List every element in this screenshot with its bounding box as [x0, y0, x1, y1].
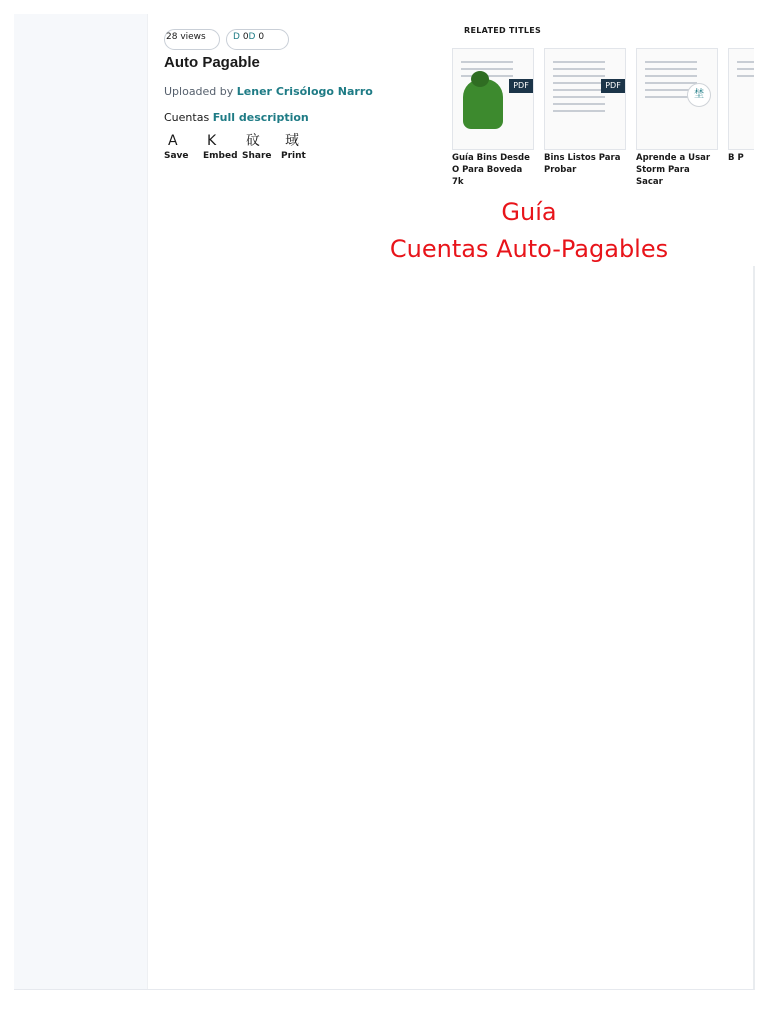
related-thumbnail[interactable] [452, 48, 534, 150]
category-text: Cuentas [164, 111, 210, 124]
related-titles-section [452, 26, 754, 186]
embed-button[interactable] [203, 132, 242, 161]
uploader-line [164, 85, 434, 98]
print-icon: 琙 [285, 133, 299, 149]
related-card-title[interactable]: Guía Bins Desde O Para Boveda 7k [452, 153, 530, 186]
related-card-title[interactable]: Bins Listos Para Probar [544, 153, 621, 175]
hulk-head-image [471, 71, 489, 87]
full-description-link[interactable]: Full description [212, 111, 309, 124]
pdf-badge: PDF [601, 79, 625, 93]
related-card-title[interactable]: Aprende a Usar Storm Para Sacar [636, 153, 711, 186]
uploaded-by-label: Uploaded by [164, 85, 234, 98]
document-stats [164, 24, 434, 50]
author-link[interactable]: Lener Crisólogo Narro [236, 85, 373, 98]
related-card[interactable] [728, 48, 754, 186]
related-card[interactable] [452, 48, 534, 186]
related-card-title[interactable]: B P [728, 153, 744, 163]
embed-icon: K [207, 133, 217, 149]
document-actions [164, 132, 434, 161]
save-icon: A [168, 133, 178, 149]
thumbnail-text-lines [553, 61, 605, 117]
save-button[interactable] [164, 132, 203, 161]
divider [14, 989, 754, 990]
share-button[interactable] [242, 132, 281, 161]
thumbs-up-count: 0 [242, 32, 249, 42]
left-sidebar [14, 14, 148, 990]
rating-pill[interactable] [226, 29, 289, 50]
description-line [164, 111, 434, 124]
print-label: Print [281, 151, 306, 161]
thumbs-up-icon[interactable]: D [233, 32, 240, 42]
preview-icon: 埜 [687, 83, 711, 107]
document-info-panel [164, 24, 434, 161]
thumbnail-text-lines [737, 61, 754, 82]
document-page-viewer[interactable] [164, 188, 754, 988]
page-scrollbar[interactable] [753, 266, 755, 990]
related-thumbnail[interactable] [728, 48, 754, 150]
related-card[interactable] [544, 48, 626, 186]
related-thumbnail[interactable] [544, 48, 626, 150]
related-titles-heading: RELATED TITLES [464, 26, 542, 35]
document-title: Auto Pagable [164, 54, 260, 71]
pdf-badge: PDF [509, 79, 533, 93]
page-heading [164, 194, 768, 268]
page-heading-line1: Guía [501, 198, 557, 226]
share-icon: 砇 [246, 133, 260, 149]
related-card[interactable] [636, 48, 718, 186]
print-button[interactable] [281, 132, 320, 161]
thumbs-down-icon[interactable]: D [248, 32, 256, 42]
share-label: Share [242, 151, 272, 161]
page-heading-line2: Cuentas Auto-Pagables [389, 235, 669, 263]
related-thumbnail[interactable] [636, 48, 718, 150]
views-count: 28 views [164, 29, 220, 50]
related-titles-list [452, 48, 754, 186]
save-label: Save [164, 151, 189, 161]
thumbs-down-count: 0 [258, 32, 265, 42]
embed-label: Embed [203, 151, 238, 161]
